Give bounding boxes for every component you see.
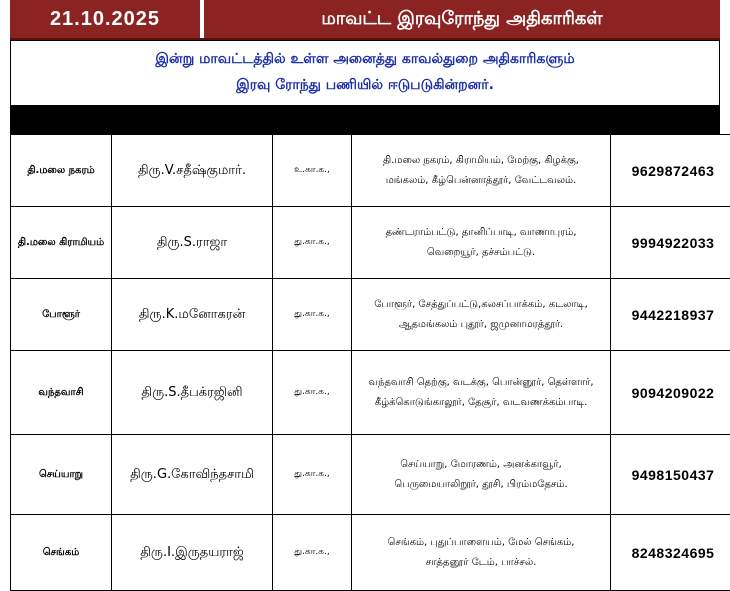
places-cell xyxy=(352,279,611,351)
places-line-2: பெருமையாலிறூர், தூசி, பிரம்மதேசம். xyxy=(394,478,568,490)
rank-cell: து.கா.க., xyxy=(273,279,352,351)
area-cell: செங்கம் xyxy=(11,515,112,591)
phone-cell: 9498150437 xyxy=(611,435,730,515)
page-title: மாவட்ட இரவுரோந்து அதிகாரிகள் xyxy=(321,7,603,29)
places-line-1: போளூர், சேத்துப்பட்டு,கலசப்பாக்கம், கடலாடி, xyxy=(374,298,588,310)
phone-cell: 8248324695 xyxy=(611,515,730,591)
area-cell: தி.மலை கிராமியம் xyxy=(11,207,112,279)
area-cell: தி.மலை நகரம் xyxy=(11,135,112,207)
phone-cell: 9994922033 xyxy=(611,207,730,279)
table-row xyxy=(11,207,730,279)
places-line-2: மங்கலம், கீழ்பென்னாத்தூர், வேட்டவலம். xyxy=(385,174,577,186)
places-line-2: ஆதமங்கலம் புதூர், ஜமுனாமரத்தூர். xyxy=(398,318,564,330)
rank-cell: உ.கா.க., xyxy=(273,135,352,207)
places-line-1: செங்கம், புதுப்பாளையம், மேல் செங்கம், xyxy=(387,536,575,548)
officer-cell: திரு.V.சதீஷ்குமார். xyxy=(112,135,273,207)
table-row xyxy=(11,515,730,591)
area-cell: வந்தவாசி xyxy=(11,351,112,435)
officer-cell: திரு.S.தீபக்ரஜினி xyxy=(112,351,273,435)
places-line-2: வெறையூர், தச்சம்பட்டு. xyxy=(426,246,536,258)
rank-cell: து.கா.க., xyxy=(273,351,352,435)
rank-cell: து.கா.க., xyxy=(273,435,352,515)
subtitle-block xyxy=(10,40,720,106)
places-line-1: செய்யாறு, மோரணம், அனக்காவூர், xyxy=(400,458,562,470)
places-cell xyxy=(352,351,611,435)
officer-cell: திரு.G.கோவிந்தசாமி xyxy=(112,435,273,515)
officer-cell: திரு.S.ராஜா xyxy=(112,207,273,279)
officers-table xyxy=(10,134,730,591)
places-cell xyxy=(352,515,611,591)
places-line-2: சாத்தனூர் டேம், பாச்சல். xyxy=(425,556,537,568)
table-row xyxy=(11,351,730,435)
header-bar xyxy=(10,0,720,40)
officer-cell: திரு.I.இருதயராஜ் xyxy=(112,515,273,591)
places-cell xyxy=(352,135,611,207)
table-row xyxy=(11,279,730,351)
places-cell xyxy=(352,435,611,515)
area-cell: போளூர் xyxy=(11,279,112,351)
subtitle-line-2: இரவு ரோந்து பணியில் ஈடுபடுகின்றனர். xyxy=(236,77,494,93)
subtitle-line-1: இன்று மாவட்டத்தில் உள்ள அனைத்து காவல்துறை அதிகாரிகளும் xyxy=(155,51,575,67)
officer-cell: திரு.K.மனோகரன் xyxy=(112,279,273,351)
rank-cell: து.கா.க., xyxy=(273,207,352,279)
places-line-1: தண்டராம்பட்டு, தானிப்பாடி, வாணாபுரம், xyxy=(385,226,577,238)
date-label: 21.10.2025 xyxy=(49,7,161,30)
table-row xyxy=(11,435,730,515)
rank-cell: து.கா.க., xyxy=(273,515,352,591)
phone-cell: 9442218937 xyxy=(611,279,730,351)
header-band xyxy=(10,106,720,134)
table-row xyxy=(11,135,730,207)
area-cell: செய்யாறு xyxy=(11,435,112,515)
phone-cell: 9629872463 xyxy=(611,135,730,207)
places-line-1: தி.மலை நகரம், கிராமியம், மேற்கு, கிழக்கு, xyxy=(383,154,579,166)
places-line-1: வந்தவாசி தெற்கு, வடக்கு, பொன்னூர், தெள்ளார், xyxy=(368,376,594,388)
places-line-2: கீழ்க்கொடுங்காலூர், தேசூர், வடவணக்கம்பாடி. xyxy=(374,396,588,408)
phone-cell: 9094209022 xyxy=(611,351,730,435)
places-cell xyxy=(352,207,611,279)
